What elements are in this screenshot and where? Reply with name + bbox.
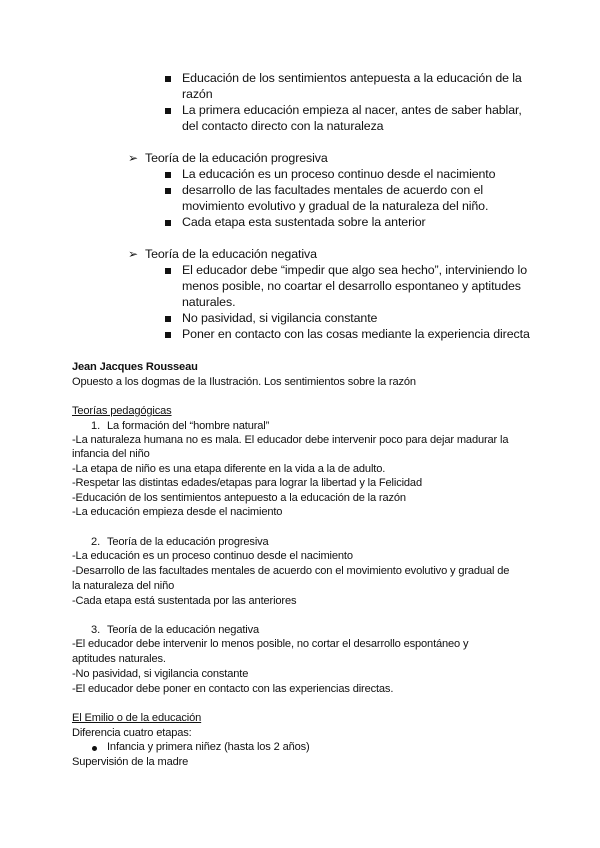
list-item-line: El educador debe “impedir que algo sea hecho”, interviniendo lo <box>182 263 527 277</box>
theory-1-title: La formación del “hombre natural” <box>107 420 270 432</box>
list-item-line: naturales. <box>182 295 236 309</box>
text-line: -La educación es un proceso continuo desde el nacimiento <box>72 550 353 562</box>
text-line: -Respetar las distintas edades/etapas para lograr la libertad y la Felicidad <box>72 477 422 489</box>
text-line: infancia del niño <box>72 448 150 460</box>
list-item-line: menos posible, no coartar el desarrollo espontaneo y aptitudes <box>182 279 521 293</box>
emilio-heading: El Emilio o de la educación <box>72 712 202 724</box>
theory-negative-title: Teoría de la educación negativa <box>145 247 317 261</box>
text-line: -El educador debe intervenir lo menos posible, no cortar el desarrollo espontáneo y <box>72 638 469 650</box>
list-item-line: La educación es un proceso continuo desde el nacimiento <box>182 167 496 181</box>
list-item-line: Educación de los sentimientos antepuesta a la educación de la <box>182 71 522 85</box>
list-number: 2. <box>91 536 101 548</box>
list-item-line: La primera educación empieza al nacer, antes de saber hablar, <box>182 103 522 117</box>
square-bullet-icon <box>165 332 171 338</box>
list-number: 3. <box>91 624 101 636</box>
section-title-rousseau: Jean Jacques Rousseau <box>72 361 198 373</box>
emilio-bullet: Infancia y primera niñez (hasta los 2 años) <box>107 741 310 753</box>
arrow-bullet-icon: ➢ <box>128 151 139 165</box>
text-line: -Cada etapa está sustentada por las anteriores <box>72 595 297 607</box>
text-line: -La etapa de niño es una etapa diferente en la vida a la de adulto. <box>72 463 386 475</box>
text-line: -La educación empieza desde el nacimiento <box>72 506 283 518</box>
list-item-line: Poner en contacto con las cosas mediante la experiencia directa <box>182 327 530 341</box>
theory-progressive-title: Teoría de la educación progresiva <box>145 151 328 165</box>
bullet-dot-icon <box>92 746 97 751</box>
text-line: -La naturaleza humana no es mala. El educador debe intervenir poco para dejar madurar la <box>72 434 509 446</box>
square-bullet-icon <box>165 172 171 178</box>
arrow-bullet-icon: ➢ <box>128 247 139 261</box>
text-line: -Desarrollo de las facultades mentales de acuerdo con el movimiento evolutivo y gradual de <box>72 565 510 577</box>
theories-heading: Teorías pedagógicas <box>72 405 172 417</box>
square-bullet-icon <box>165 188 171 194</box>
list-item-line: desarrollo de las facultades mentales de acuerdo con el <box>182 183 484 197</box>
emilio-after: Supervisión de la madre <box>72 756 189 768</box>
text-line: -El educador debe poner en contacto con las experiencias directas. <box>72 683 394 695</box>
square-bullet-icon <box>165 268 171 274</box>
list-item-line: No pasividad, si vigilancia constante <box>182 311 378 325</box>
text-line: la naturaleza del niño <box>72 580 175 592</box>
square-bullet-icon <box>165 316 171 322</box>
list-item-line: movimiento evolutivo y gradual de la naturaleza del niño. <box>182 199 489 213</box>
list-item-line: razón <box>182 87 213 101</box>
rousseau-summary: Opuesto a los dogmas de la Ilustración. Los sentimientos sobre la razón <box>72 376 416 388</box>
square-bullet-icon <box>165 220 171 226</box>
list-item-line: Cada etapa esta sustentada sobre la anterior <box>182 215 426 229</box>
square-bullet-icon <box>165 108 171 114</box>
text-line: aptitudes naturales. <box>72 653 166 665</box>
theory-3-title: Teoría de la educación negativa <box>107 624 260 636</box>
text-line: -Educación de los sentimientos antepuesto a la educación de la razón <box>72 492 406 504</box>
text-line: -No pasividad, si vigilancia constante <box>72 668 249 680</box>
theory-2-title: Teoría de la educación progresiva <box>107 536 269 548</box>
emilio-intro: Diferencia cuatro etapas: <box>72 727 192 739</box>
list-item-line: del contacto directo con la naturaleza <box>182 119 384 133</box>
square-bullet-icon <box>165 76 171 82</box>
list-number: 1. <box>91 420 101 432</box>
